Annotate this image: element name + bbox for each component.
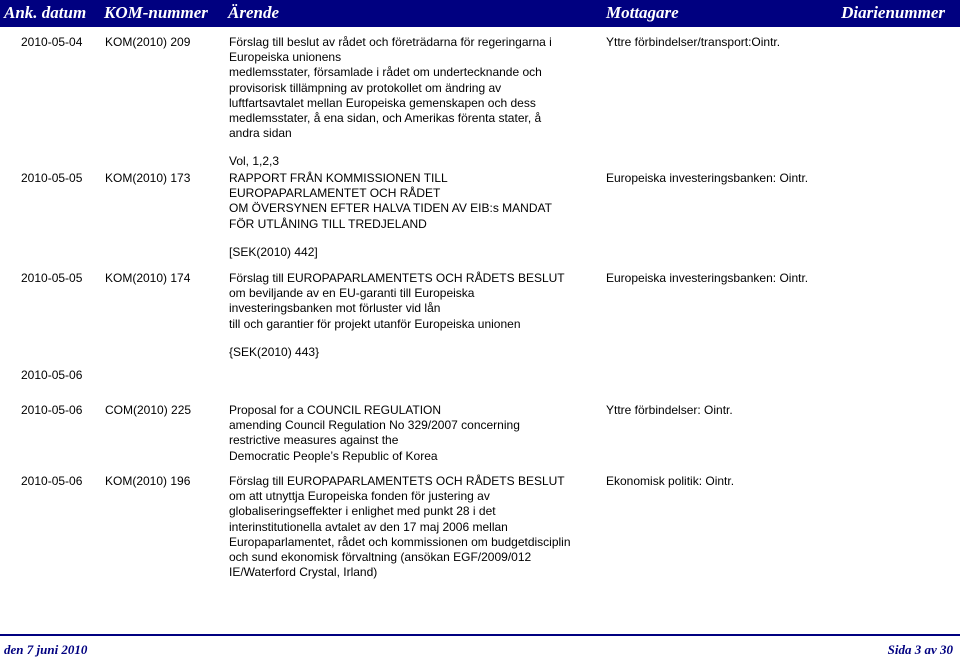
row-date: 2010-05-05 (21, 271, 83, 285)
row-date: 2010-05-04 (21, 35, 83, 49)
row-kom-nummer: KOM(2010) 196 (105, 474, 191, 488)
arende-reference: [SEK(2010) 442] (229, 244, 318, 259)
row-date: 2010-05-06 (21, 403, 83, 417)
row-arende (229, 171, 599, 260)
arende-line: om att utnyttja Europeiska fonden för justering av (229, 489, 490, 504)
arende-line: Förslag till EUROPAPARLAMENTETS OCH RÅDETS BESLUT (229, 474, 565, 488)
arende-line: och sund ekonomisk förvaltning (ansökan EGF/2009/012 (229, 550, 532, 565)
arende-line: provisorisk tillämpning av protokollet om ändring av (229, 80, 502, 95)
header-arende: Ärende (228, 3, 279, 22)
arende-line: amending Council Regulation No 329/2007 concerning (229, 418, 520, 433)
row-kom-nummer: KOM(2010) 173 (105, 171, 191, 185)
arende-line: om beviljande av en EU-garanti till Europeiska (229, 286, 475, 301)
arende-line: Förslag till EUROPAPARLAMENTETS OCH RÅDETS BESLUT (229, 271, 565, 285)
row-mottagare: Europeiska investeringsbanken: Ointr. (606, 171, 809, 185)
row-arende (229, 474, 599, 580)
arende-line: Proposal for a COUNCIL REGULATION (229, 403, 442, 417)
arende-line: EUROPAPARLAMENTET OCH RÅDET (229, 186, 441, 201)
arende-line: luftfartsavtalet mellan Europeiska gemenskapen och dess (229, 95, 536, 110)
arende-line: FÖR UTLÅNING TILL TREDJELAND (229, 216, 427, 231)
row-kom-nummer: KOM(2010) 174 (105, 271, 191, 285)
arende-line: andra sidan (229, 126, 292, 141)
arende-line: medlemsstater, å ena sidan, och Amerikas förenta stater, å (229, 111, 542, 126)
row-arende (229, 35, 599, 170)
arende-reference: {SEK(2010) 443} (229, 344, 320, 359)
footer-divider (0, 634, 960, 636)
arende-line: Europaparlamentet, rådet och kommissionen om budgetdisciplin (229, 534, 571, 549)
page-number: Sida 3 av 30 (887, 642, 953, 657)
arende-line: Förslag till beslut av rådet och företrädarna för regeringarna i (229, 35, 552, 49)
arende-line: restrictive measures against the (229, 433, 399, 448)
row-arende (229, 271, 599, 360)
arende-line: interinstitutionella avtalet av den 17 maj 2006 mellan (229, 519, 508, 534)
row-mottagare: Yttre förbindelser/transport:Ointr. (606, 35, 781, 49)
row-kom-nummer: KOM(2010) 209 (105, 35, 191, 49)
arende-line: IE/Waterford Crystal, Irland) (229, 565, 378, 580)
row-mottagare: Yttre förbindelser: Ointr. (606, 403, 733, 417)
arende-line: Europeiska unionens (229, 50, 342, 65)
arende-line: OM ÖVERSYNEN EFTER HALVA TIDEN AV EIB:s MANDAT (229, 201, 552, 216)
header-mottagare: Mottagare (606, 3, 679, 22)
arende-line: globaliseringseffekter i enlighet med punkt 28 i det (229, 504, 496, 519)
header-ank-datum: Ank. datum (4, 3, 87, 22)
row-kom-nummer: COM(2010) 225 (105, 403, 192, 417)
row-mottagare: Europeiska investeringsbanken: Ointr. (606, 271, 809, 285)
footer-date: den 7 juni 2010 (4, 642, 88, 657)
row-date: 2010-05-06 (21, 368, 83, 382)
row-arende (229, 403, 599, 464)
arende-line: RAPPORT FRÅN KOMMISSIONEN TILL (229, 171, 448, 185)
row-date: 2010-05-06 (21, 474, 83, 488)
arende-line: till och garantier för projekt utanför Europeiska unionen (229, 316, 521, 331)
arende-line: investeringsbanken mot förluster vid lån (229, 301, 441, 316)
row-mottagare: Ekonomisk politik: Ointr. (606, 474, 735, 488)
arende-reference: Vol, 1,2,3 (229, 154, 280, 169)
header-diarienummer: Diarienummer (841, 3, 945, 22)
row-date: 2010-05-05 (21, 171, 83, 185)
header-kom-nummer: KOM-nummer (104, 3, 208, 22)
arende-line: Democratic People’s Republic of Korea (229, 448, 438, 463)
table-header (0, 0, 960, 27)
arende-line: medlemsstater, församlade i rådet om undertecknande och (229, 65, 542, 80)
